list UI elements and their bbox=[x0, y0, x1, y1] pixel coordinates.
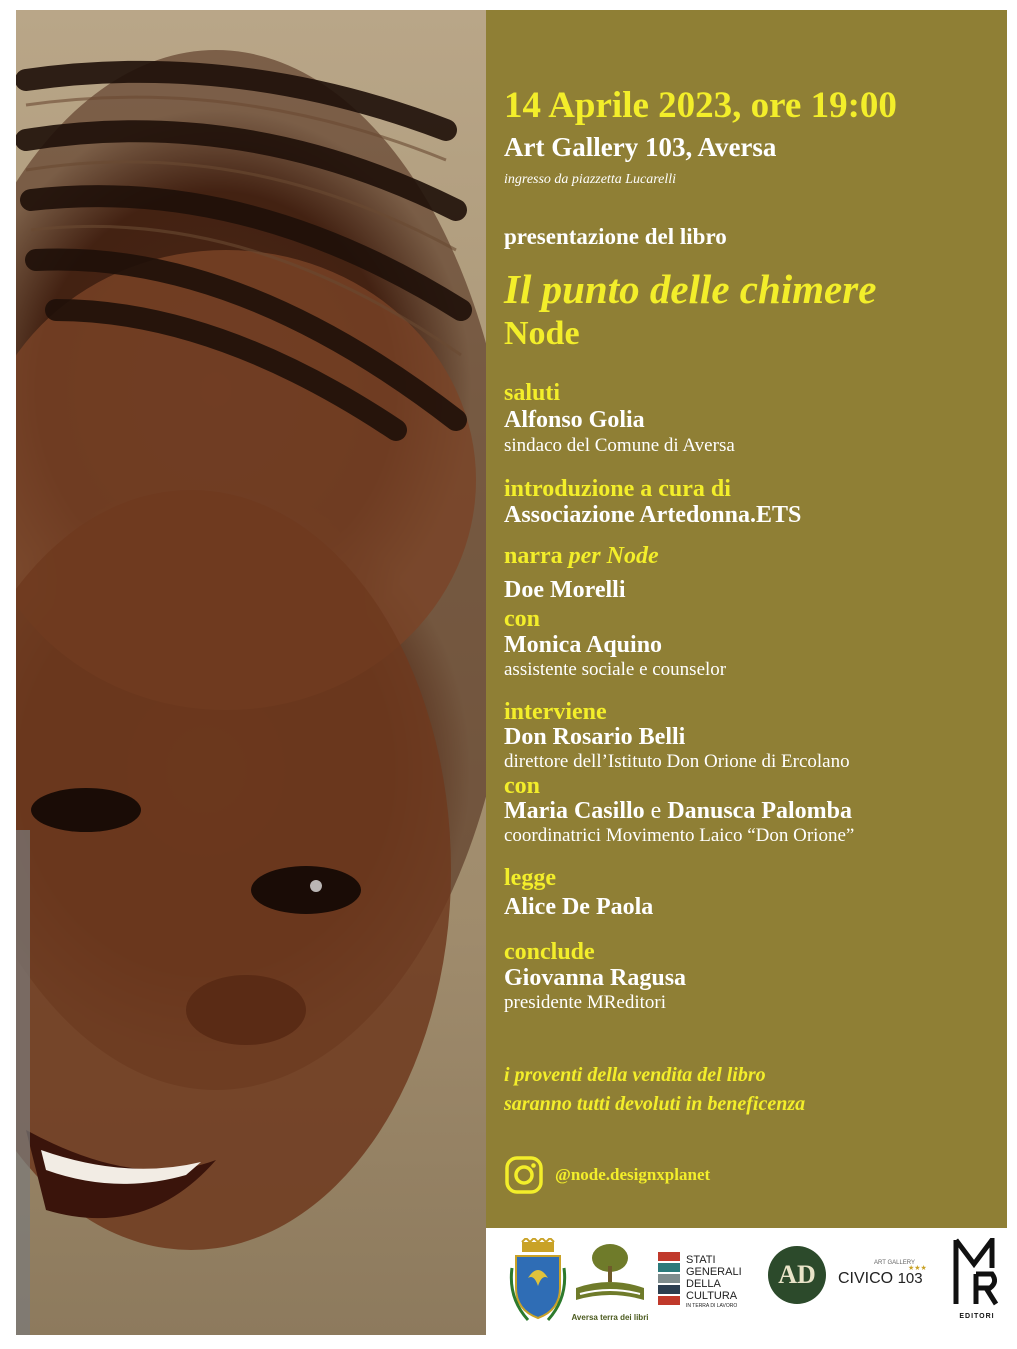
books-stack-icon bbox=[658, 1252, 682, 1308]
interviene-role: direttore dell’Istituto Don Orione di Ercolano bbox=[504, 751, 850, 772]
interviene-name: Don Rosario Belli bbox=[504, 724, 686, 750]
book-title: Il punto delle chimere bbox=[504, 266, 877, 312]
tree-book-icon bbox=[570, 1238, 650, 1308]
book-intro: presentazione del libro bbox=[504, 224, 727, 249]
civico-number: 103 bbox=[897, 1270, 923, 1287]
civico-word-line bbox=[838, 1270, 923, 1288]
interviene-label: interviene bbox=[504, 699, 607, 725]
mr-editori-logo bbox=[952, 1238, 1002, 1324]
con-role-2: coordinatrici Movimento Laico “Don Orione” bbox=[504, 825, 855, 846]
stati-line-5: IN TERRA DI LAVORO bbox=[686, 1303, 738, 1309]
event-poster bbox=[16, 10, 1007, 1335]
conclude-name: Giovanna Ragusa bbox=[504, 965, 687, 991]
saluti-name: Alfonso Golia bbox=[504, 407, 645, 433]
con-name-2a: Maria Casillo bbox=[504, 798, 645, 824]
saluti-label: saluti bbox=[504, 380, 561, 406]
saluti-role: sindaco del Comune di Aversa bbox=[504, 435, 735, 456]
stati-line-3: DELLA bbox=[686, 1278, 721, 1290]
event-details-panel bbox=[486, 10, 1007, 1228]
aversa-logo-caption: Aversa terra dei libri bbox=[571, 1313, 649, 1322]
legge-name: Alice De Paola bbox=[504, 894, 654, 920]
narra-name: Doe Morelli bbox=[504, 577, 626, 603]
stati-line-1: STATI bbox=[686, 1254, 716, 1266]
narra-line bbox=[504, 543, 659, 570]
narra-for: per Node bbox=[568, 543, 659, 569]
narra-label: narra bbox=[504, 543, 563, 569]
artedonna-logo bbox=[768, 1246, 826, 1304]
proceeds-note-line2: saranno tutti devoluti in beneficenza bbox=[504, 1093, 806, 1115]
stati-line-2: GENERALI bbox=[686, 1266, 742, 1278]
civico-small-label: ART GALLERY bbox=[874, 1260, 916, 1266]
sponsor-logos-strip bbox=[486, 1228, 1007, 1335]
stati-generali-logo bbox=[658, 1238, 758, 1324]
con-label-1: con bbox=[504, 606, 540, 632]
stati-line-4: CULTURA bbox=[686, 1290, 738, 1302]
mr-monogram-icon bbox=[952, 1238, 1002, 1308]
con-label-2: con bbox=[504, 773, 540, 799]
instagram-handle[interactable]: @node.designxplanet bbox=[555, 1165, 711, 1184]
book-author: Node bbox=[504, 315, 580, 352]
photo-illustration bbox=[16, 10, 486, 1335]
event-datetime: 14 Aprile 2023, ore 19:00 bbox=[504, 85, 897, 126]
civico-103-logo bbox=[836, 1238, 944, 1324]
legge-label: legge bbox=[504, 865, 556, 891]
girl-photo bbox=[16, 10, 486, 1335]
aversa-terra-dei-libri-logo bbox=[570, 1238, 650, 1324]
mr-editori-caption: EDITORI bbox=[959, 1313, 995, 1320]
proceeds-note-line1: i proventi della vendita del libro bbox=[504, 1064, 766, 1086]
con-and: e bbox=[650, 798, 662, 824]
con-name-1: Monica Aquino bbox=[504, 632, 663, 658]
conclude-label: conclude bbox=[504, 939, 595, 965]
civico-stars-icon: ★★★ bbox=[908, 1265, 927, 1272]
event-entrance-note: ingresso da piazzetta Lucarelli bbox=[504, 172, 677, 187]
intro-label: introduzione a cura di bbox=[504, 476, 731, 502]
con-role-1: assistente sociale e counselor bbox=[504, 659, 727, 680]
stati-generali-text bbox=[686, 1254, 742, 1310]
con-name-2b: Danusca Palomba bbox=[667, 798, 852, 824]
conclude-role: presidente MReditori bbox=[504, 992, 666, 1013]
artedonna-mark: AD bbox=[778, 1260, 816, 1289]
civico-word: CIVICO bbox=[838, 1270, 894, 1287]
con-names-2 bbox=[504, 798, 852, 825]
intro-name: Associazione Artedonna.ETS bbox=[504, 502, 802, 528]
aversa-coat-of-arms-logo bbox=[508, 1238, 568, 1324]
instagram-icon bbox=[504, 1155, 544, 1195]
event-venue: Art Gallery 103, Aversa bbox=[504, 132, 777, 162]
